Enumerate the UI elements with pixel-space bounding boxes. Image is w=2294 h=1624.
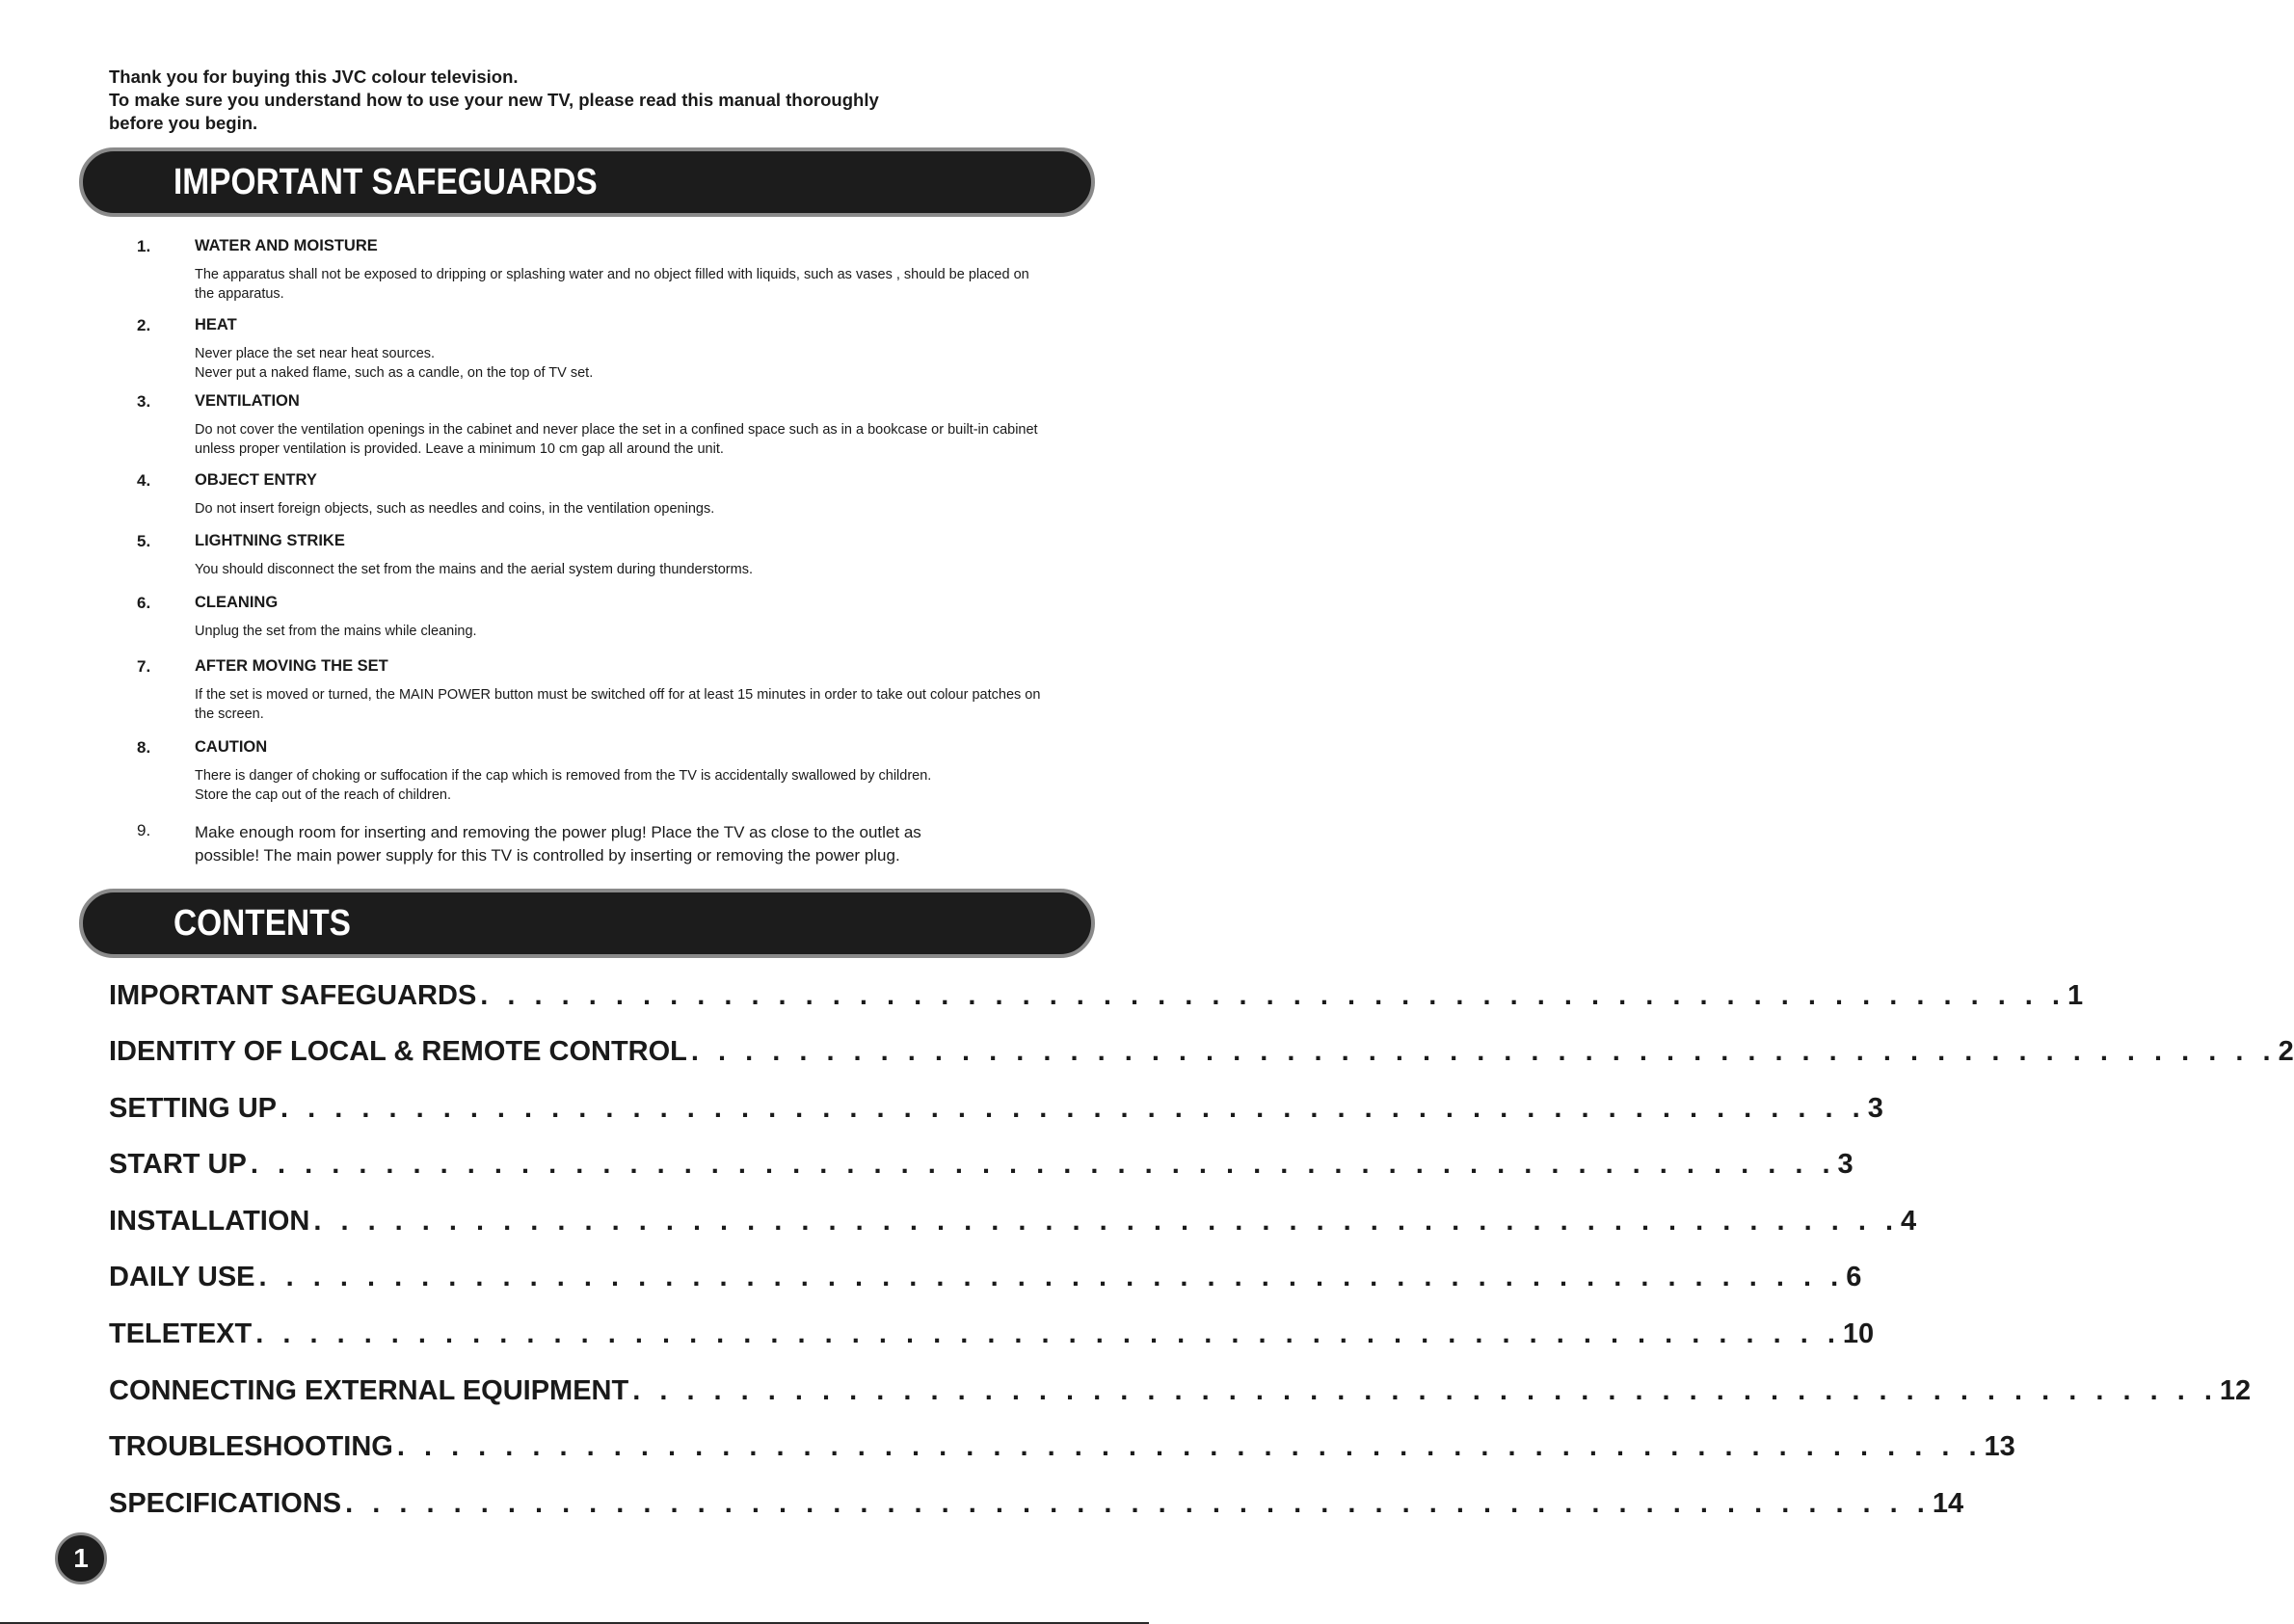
safeguard-title: AFTER MOVING THE SET [195,657,388,675]
safeguard-number: 5. [137,532,151,550]
toc-title: TELETEXT [109,1318,253,1349]
toc-leader: . . . . . . . . . . . . . . . . . . . . . . . . . . . . . . . . . . . . . . . . . . . . . . . . . . . . . . . . . . . [280,1093,1866,1124]
contents-banner [79,889,1095,958]
safeguard-text: There is danger of choking or suffocation if the cap which is removed from the TV is accidentally swallowed by children. [195,768,932,784]
intro-line-2: To make sure you understand how to use your new TV, please read this manual thoroughly [109,90,879,110]
intro-text [109,66,1034,135]
safeguard-body [195,266,1048,304]
safeguard-body [195,561,1048,580]
safeguard-body [195,345,1048,383]
safeguard-number: 7. [137,657,151,676]
toc-entry[interactable] [109,1481,1964,1520]
safeguards-heading: IMPORTANT SAFEGUARDS [173,162,598,202]
toc-title: IMPORTANT SAFEGUARDS [109,980,477,1011]
intro-line-1: Thank you for buying this JVC colour television. [109,67,519,87]
toc-entry[interactable] [109,1029,2294,1068]
toc-leader: . . . . . . . . . . . . . . . . . . . . . . . . . . . . . . . . . . . . . . . . . . . . . . . . . . . . . . . . . . . [345,1488,1931,1519]
safeguard-title: WATER AND MOISTURE [195,237,378,254]
toc-leader: . . . . . . . . . . . . . . . . . . . . . . . . . . . . . . . . . . . . . . . . . . . . . . . . . . . . . . . . . . . [313,1206,1900,1237]
safeguard-body [195,767,1048,805]
toc-page-number: 14 [1932,1488,1964,1519]
toc-title: INSTALLATION [109,1206,310,1237]
toc-leader: . . . . . . . . . . . . . . . . . . . . . . . . . . . . . . . . . . . . . . . . . . . . . . . . . . . . . . . . . . . [255,1318,1841,1349]
safeguard-text: Do not insert foreign objects, such as needles and coins, in the ventilation openings. [195,501,715,517]
safeguard-body [195,686,1048,724]
toc-entry[interactable] [109,1255,1862,1293]
safeguard-text: The apparatus shall not be exposed to dripping or splashing water and no object filled with liquids, such as vases , should be placed on the apparatus. [195,267,1029,302]
toc-entry[interactable] [109,1424,2015,1463]
toc-page-number: 1 [2067,980,2084,1011]
toc-title: DAILY USE [109,1262,255,1292]
safeguard-text: Do not cover the ventilation openings in the cabinet and never place the set in a confined space such as in a bookcase or built-in cabinet unless proper ventilation is provided. Leave a minimum 10 cm gap all around the unit. [195,422,1038,457]
safeguard-plug-note [195,821,1062,867]
safeguard-text: Unplug the set from the mains while cleaning. [195,624,477,639]
toc-title: IDENTITY OF LOCAL & REMOTE CONTROL [109,1036,687,1067]
toc-title: CONNECTING EXTERNAL EQUIPMENT [109,1375,629,1406]
toc-page-number: 4 [1901,1206,1917,1237]
toc-leader: . . . . . . . . . . . . . . . . . . . . . . . . . . . . . . . . . . . . . . . . . . . . . . . . . . . . . . . . . . . [480,980,2066,1011]
safeguard-number: 8. [137,738,151,757]
safeguard-number: 9. [137,821,151,839]
safeguard-text: Store the cap out of the reach of children. [195,786,451,803]
safeguard-title: CLEANING [195,594,279,611]
toc-leader: . . . . . . . . . . . . . . . . . . . . . . . . . . . . . . . . . . . . . . . . . . . . . . . . . . . . . . . . . . . [250,1149,1836,1180]
safeguard-number: 4. [137,471,151,490]
safeguard-text: Make enough room for inserting and removing the power plug! Place the TV as close to the outlet as [195,823,921,841]
toc-entry[interactable] [109,1086,1883,1125]
safeguard-body [195,500,1048,519]
safeguard-body [195,623,1048,642]
safeguard-number: 3. [137,392,151,411]
toc-page-number: 6 [1846,1262,1862,1292]
safeguard-title: VENTILATION [195,392,300,410]
safeguard-title: CAUTION [195,738,268,756]
toc-page-number: 3 [1837,1149,1854,1180]
safeguard-title: OBJECT ENTRY [195,471,317,489]
safeguard-text: If the set is moved or turned, the MAIN POWER button must be switched off for at least 15 minutes in order to take out colour patches on the screen. [195,687,1041,722]
safeguard-body [195,421,1048,459]
safeguard-text: You should disconnect the set from the mains and the aerial system during thunderstorms. [195,562,753,577]
toc-entry[interactable] [109,1199,1917,1238]
toc-title: TROUBLESHOOTING [109,1431,393,1462]
toc-entry[interactable] [109,973,2084,1012]
intro-line-3: before you begin. [109,113,258,133]
toc-page-number: 10 [1842,1318,1875,1349]
safeguard-number: 2. [137,316,151,334]
toc-page-number: 12 [2219,1375,2252,1406]
safeguard-title: HEAT [195,316,237,333]
toc-title: SPECIFICATIONS [109,1488,342,1519]
toc-entry[interactable] [109,1312,1875,1350]
safeguards-banner [79,147,1095,217]
toc-title: START UP [109,1149,247,1180]
contents-heading: CONTENTS [173,903,351,944]
toc-leader: . . . . . . . . . . . . . . . . . . . . . . . . . . . . . . . . . . . . . . . . . . . . . . . . . . . . . . . . . . . [690,1036,2277,1067]
safeguard-number: 1. [137,237,151,255]
safeguard-number: 6. [137,594,151,612]
page-number-badge: 1 [55,1532,107,1584]
safeguard-text: Never place the set near heat sources. [195,346,436,361]
safeguard-text: Never put a naked flame, such as a candle, on the top of TV set. [195,364,594,381]
toc-page-number: 3 [1867,1093,1883,1124]
toc-page-number: 2 [2278,1036,2294,1067]
safeguard-title: LIGHTNING STRIKE [195,532,345,549]
toc-leader: . . . . . . . . . . . . . . . . . . . . . . . . . . . . . . . . . . . . . . . . . . . . . . . . . . . . . . . . . . . [632,1375,2218,1406]
toc-title: SETTING UP [109,1093,278,1124]
toc-entry[interactable] [109,1142,1854,1181]
toc-leader: . . . . . . . . . . . . . . . . . . . . . . . . . . . . . . . . . . . . . . . . . . . . . . . . . . . . . . . . . . . [258,1262,1845,1292]
toc-page-number: 13 [1984,1431,2015,1462]
safeguard-text: possible! The main power supply for this TV is controlled by inserting or removing the power plug. [195,846,900,865]
toc-leader: . . . . . . . . . . . . . . . . . . . . . . . . . . . . . . . . . . . . . . . . . . . . . . . . . . . . . . . . . . . [396,1431,1983,1462]
toc-entry[interactable] [109,1369,2252,1407]
